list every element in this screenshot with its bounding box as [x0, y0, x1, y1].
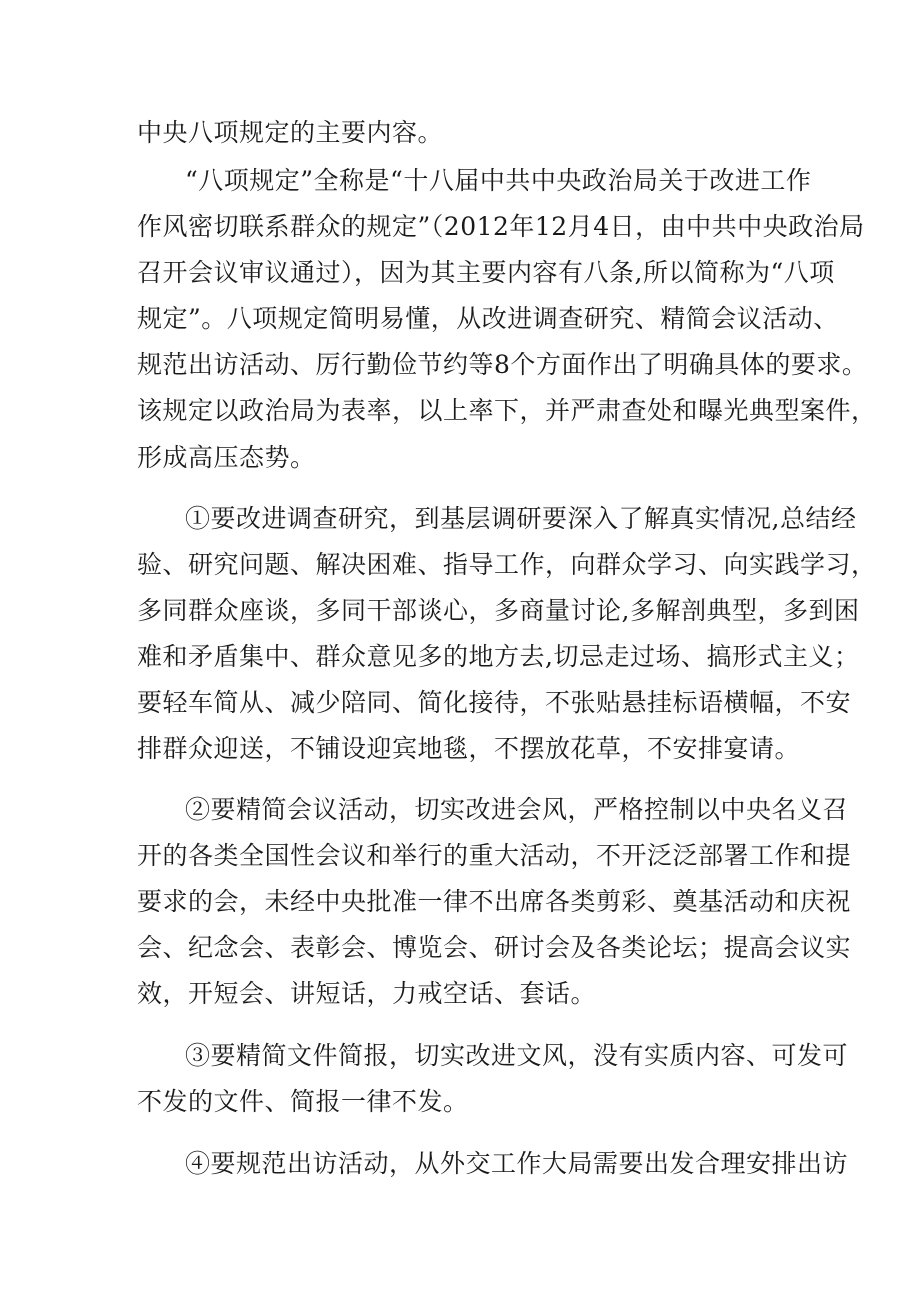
text-line: 会、纪念会、表彰会、博览会、研讨会及各类论坛；提高会议实	[137, 933, 852, 962]
text-line: 要求的会，未经中央批准一律不出席各类剪彩、奠基活动和庆祝	[137, 887, 852, 916]
text-line: 形成高压态势。	[137, 443, 316, 472]
text-line: 不发的文件、简报一律不发。	[137, 1087, 469, 1116]
text-line: ②要精简会议活动，切实改进会风，严格控制以中央名义召	[185, 795, 849, 824]
text-line: “八项规定”全称是“十八届中共中央政治局关于改进工作	[185, 166, 812, 195]
text-line-title: 中央八项规定的主要内容。	[137, 118, 444, 147]
text-line: 作风密切联系群众的规定”（2012年12月4日，由中共中央政治局	[137, 212, 865, 241]
text-line: 验、研究问题、解决困难、指导工作，向群众学习、向实践学习，	[137, 550, 877, 579]
text-line: 规范出访活动、厉行勤俭节约等8个方面作出了明确具体的要求。	[137, 350, 868, 379]
text-line: 多同群众座谈，多同干部谈心，多商量讨论,多解剖典型，多到困	[137, 596, 860, 625]
text-line: 召开会议审议通过），因为其主要内容有八条,所以简称为“八项	[137, 258, 835, 287]
text-line: ④要规范出访活动，从外交工作大局需要出发合理安排出访	[185, 1149, 849, 1178]
text-line: 难和矛盾集中、群众意见多的地方去,切忌走过场、搞形式主义；	[137, 642, 860, 671]
text-line: 要轻车简从、减少陪同、简化接待，不张贴悬挂标语横幅，不安	[137, 688, 852, 717]
text-line: 开的各类全国性会议和举行的重大活动，不开泛泛部署工作和提	[137, 841, 852, 870]
text-line: 该规定以政治局为表率，以上率下，并严肃查处和曝光典型案件，	[137, 396, 877, 425]
text-line: 排群众迎送，不铺设迎宾地毯，不摆放花草，不安排宴请。	[137, 734, 801, 763]
text-line: ①要改进调查研究，到基层调研要深入了解真实情况,总结经	[185, 504, 857, 533]
text-line: ③要精简文件简报，切实改进文风，没有实质内容、可发可	[185, 1041, 849, 1070]
text-line: 效，开短会、讲短话，力戒空话、套话。	[137, 979, 597, 1008]
text-line: 规定”。八项规定简明易懂，从改进调查研究、精简会议活动、	[137, 304, 839, 333]
